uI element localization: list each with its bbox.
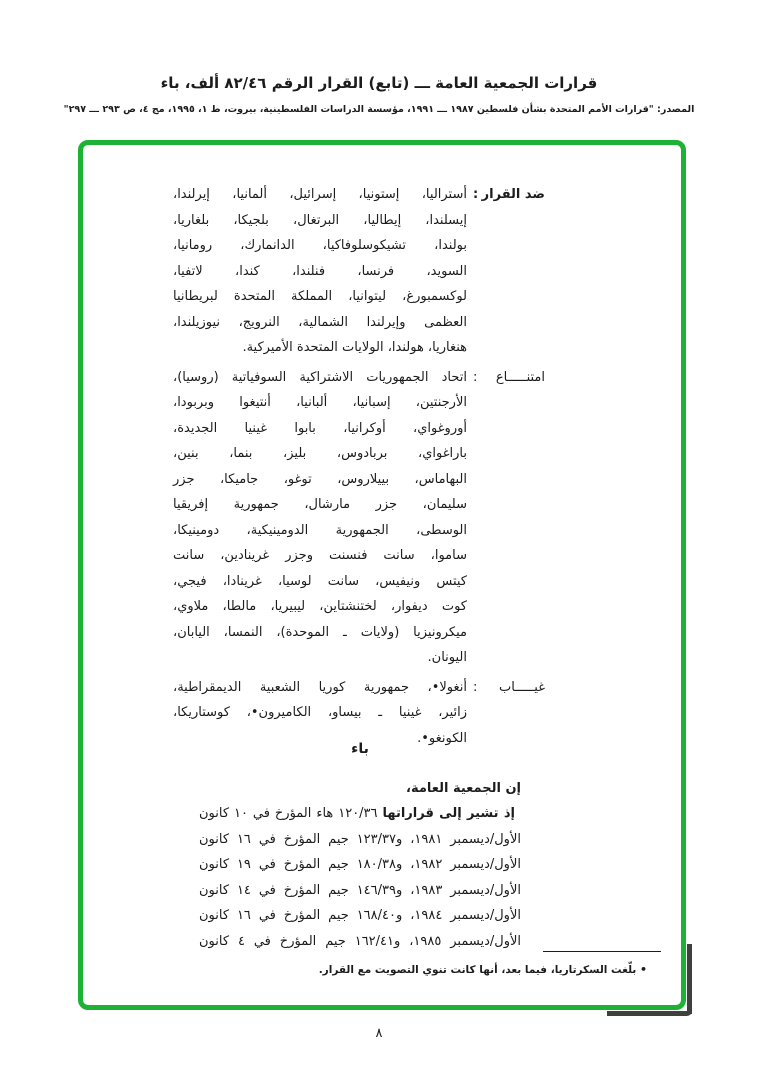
section-b-line-rest: ١٢٠/٣٦ هاء المؤرخ في ١٠ كانون — [199, 806, 383, 821]
abstain-line: أوروغواي، أوكرانيا، بابوا غينيا الجديدة، — [173, 420, 467, 436]
section-b-line: الأول/ديسمبر ١٩٨١، و١٢٣/٣٧ جيم المؤرخ في ١٦ كانون — [199, 831, 521, 847]
section-b-line: الأول/ديسمبر ١٩٨٣، و١٤٦/٣٩ جيم المؤرخ في ١٤ كانون — [199, 882, 521, 898]
abstain-line: ساموا، سانت فنسنت وجزر غرينادين، سانت — [173, 548, 467, 563]
absent-line: أنغولا•، جمهورية كوريا الشعبية الديمقراطية، — [173, 679, 467, 695]
abstain-line: كيتس ونيفيس، سانت لوسيا، غرينادا، فيجي، — [173, 573, 467, 589]
source-line: المصدر: "قرارات الأمم المتحدة بشأن فلسطين ١٩٨٧ ـــ ١٩٩١، مؤسسة الدراسات الفلسطينية، بيروت، ط ١، ١٩٩٥، مج ٤، ص ٢٩٣ ـــ ٢٩٧" — [63, 104, 695, 115]
page-title: قرارات الجمعية العامة ـــ (تابع) القرار الرقم ٨٢/٤٦ ألف، باء — [160, 74, 598, 92]
recalling-clause: إذ تشير إلى قراراتها — [382, 806, 516, 821]
abstain-label — [473, 365, 545, 671]
box-shadow-bottom — [607, 1011, 692, 1016]
footnote-separator — [543, 951, 661, 952]
against-line: إيسلندا، إيطاليا، البرتغال، بلجيكا، بلغاريا، — [173, 212, 467, 228]
against-country-list — [173, 182, 467, 361]
abstain-line: اليونان. — [427, 650, 467, 665]
green-annotation-box — [78, 140, 686, 1010]
against-line: العظمى وإيرلندا الشمالية، النرويج، نيوزيلندا، — [173, 314, 467, 330]
section-b-line: الأول/ديسمبر ١٩٨٢، و١٨٠/٣٨ جيم المؤرخ في ١٩ كانون — [199, 857, 521, 872]
against-line: السويد، فرنسا، فنلندا، كندا، لاتفيا، — [173, 263, 467, 279]
against-line: بولندا، تشيكوسلوفاكيا، الدانمارك، رومانيا، — [173, 238, 467, 253]
abstain-line: البهاماس، بييلاروس، توغو، جاميكا، جزر — [173, 471, 467, 487]
against-line: أستراليا، إستونيا، إسرائيل، ألمانيا، إيرلندا، — [173, 187, 467, 202]
abstain-line: اتحاد الجمهوريات الاشتراكية السوفياتية (روسيا)، — [173, 369, 467, 385]
abstain-line: باراغواي، بربادوس، بليز، بنما، بنين، — [173, 446, 467, 461]
abstain-line: الوسطى، الجمهورية الدومينيكية، دومينيكا، — [173, 522, 467, 538]
section-b-line: الأول/ديسمبر ١٩٨٤، و١٦٨/٤٠ جيم المؤرخ في ١٦ كانون — [199, 908, 521, 923]
against-colon: : — [473, 187, 479, 202]
section-b-line — [199, 801, 521, 827]
abstain-colon: : — [473, 369, 478, 385]
abstain-line: سليمان، جزر مارشال، جمهورية إفريقيا — [173, 497, 467, 512]
box-shadow-right — [687, 944, 692, 1014]
footnote-text: بلّغت السكرتاريا، فيما بعد، أنها كانت تنوي التصويت مع القرار. — [318, 964, 637, 976]
footnote — [287, 962, 647, 978]
against-label — [473, 182, 545, 361]
absent-line: الكونغو•. — [417, 730, 467, 746]
section-b-opening: إن الجمعية العامة، — [406, 780, 521, 796]
against-label-text: ضد القرار — [481, 187, 545, 202]
section-b-heading: باء — [351, 741, 369, 757]
voting-record — [173, 182, 545, 751]
section-b-line: الأول/ديسمبر ١٩٨٥، و١٦٢/٤١ جيم المؤرخ في ٤ كانون — [199, 933, 521, 949]
vote-section-against — [173, 182, 545, 361]
abstain-line: ميكرونيزيا (ولايات ـ الموحدة)، النمسا، اليابان، — [173, 624, 467, 640]
absent-label-text: غيـــــاب — [499, 679, 545, 695]
abstain-label-text: امتنـــــاع — [495, 369, 545, 385]
section-b — [199, 737, 521, 954]
abstain-country-list — [173, 365, 467, 671]
vote-section-abstain — [173, 365, 545, 671]
abstain-line: الأرجنتين، إسبانيا، ألبانيا، أنتيغوا وبربودا، — [173, 395, 467, 410]
against-line: لوكسمبورغ، ليتوانيا، المملكة المتحدة لبريطانيا — [173, 289, 467, 304]
abstain-line: كوت ديفوار، لختنشتاين، ليبيريا، مالطا، ملاوي، — [173, 599, 467, 614]
page-number: ٨ — [375, 1026, 383, 1041]
absent-line: زائير، غينيا ـ بيساو، الكاميرون•، كوستاريكا، — [173, 705, 467, 720]
absent-colon: : — [473, 679, 478, 695]
section-b-paragraph — [199, 801, 521, 954]
against-line: هنغاريا، هولندا، الولايات المتحدة الأميركية. — [242, 340, 467, 355]
footnote-bullet-icon: • — [639, 963, 647, 976]
